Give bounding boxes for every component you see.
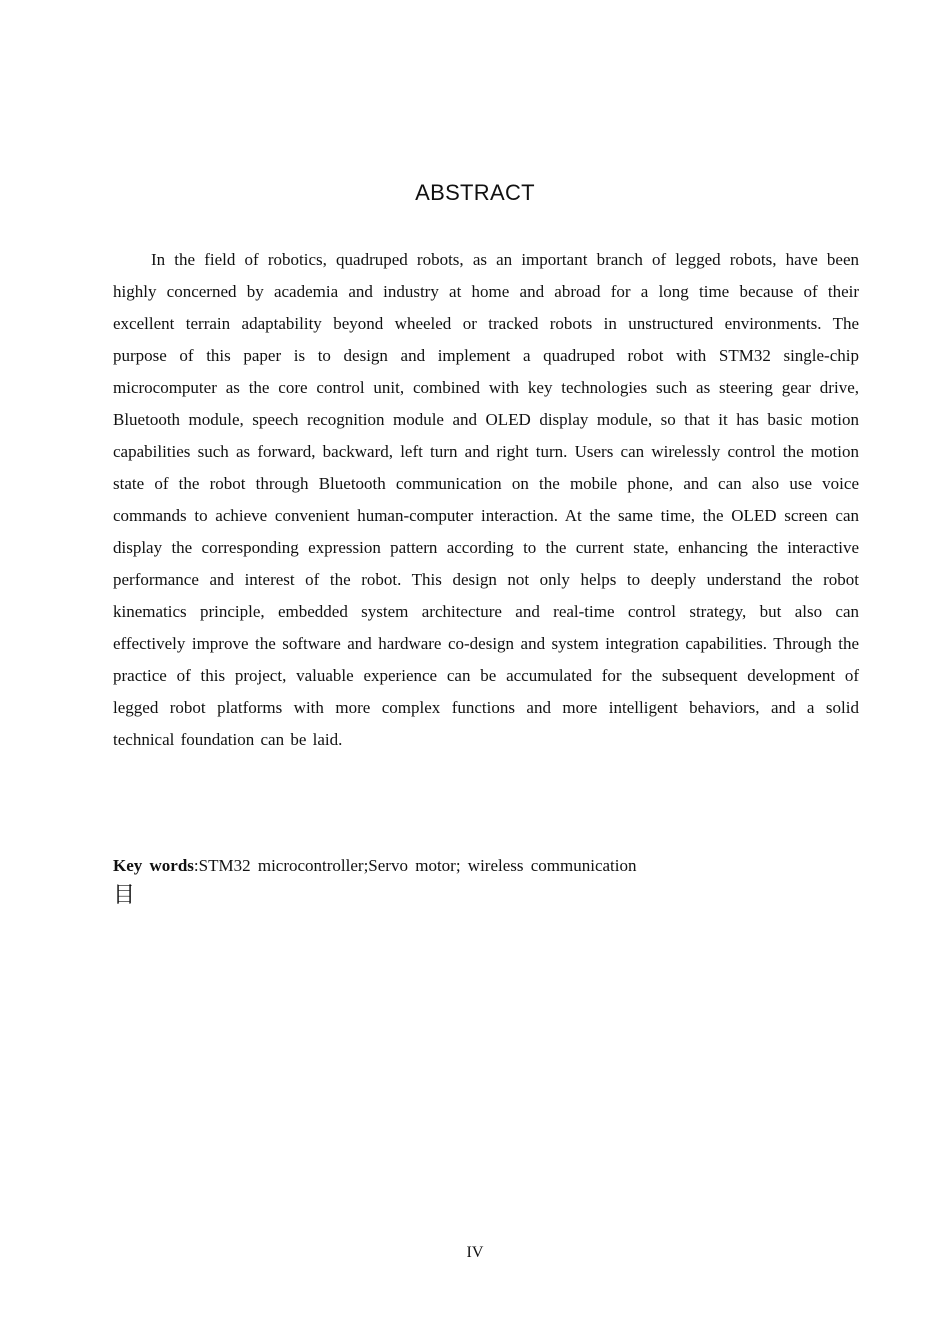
keywords-line [113, 851, 859, 881]
page-number: IV [466, 1244, 484, 1261]
abstract-paragraph: In the field of robotics, quadruped robots, as an important branch of legged robots, have been highly concerned by academia and industry at home and abroad for a long time because of their excellent terrain adaptability beyond wheeled or tracked robots in unstructured environments. The purpose of this paper is to design and implement a quadruped robot with STM32 single-chip microcomputer as the core control unit, combined with key technologies such as steering gear drive, Bluetooth module, speech recognition module and OLED display module, so that it has basic motion capabilities such as forward, backward, left turn and right turn. Users can wirelessly control the motion state of the robot through Bluetooth communication on the mobile phone, and can also use voice commands to achieve convenient human-computer interaction. At the same time, the OLED screen can display the corresponding expression pattern according to the current state, enhancing the interactive performance and interest of the robot. This design not only helps to deeply understand the robot kinematics principle, embedded system architecture and real-time control strategy, but also can effectively improve the software and hardware co-design and system integration capabilities. Through the practice of this project, valuable experience can be accumulated for the subsequent development of legged robot platforms with more complex functions and more intelligent behaviors, and a solid technical foundation can be laid. [113, 250, 859, 749]
abstract-title: ABSTRACT [415, 180, 535, 205]
keywords-text: :STM32 microcontroller;Servo motor; wireless communication [193, 856, 637, 875]
table-of-contents-fragment: 目 [113, 883, 136, 908]
keywords-label: Key words [113, 856, 194, 875]
